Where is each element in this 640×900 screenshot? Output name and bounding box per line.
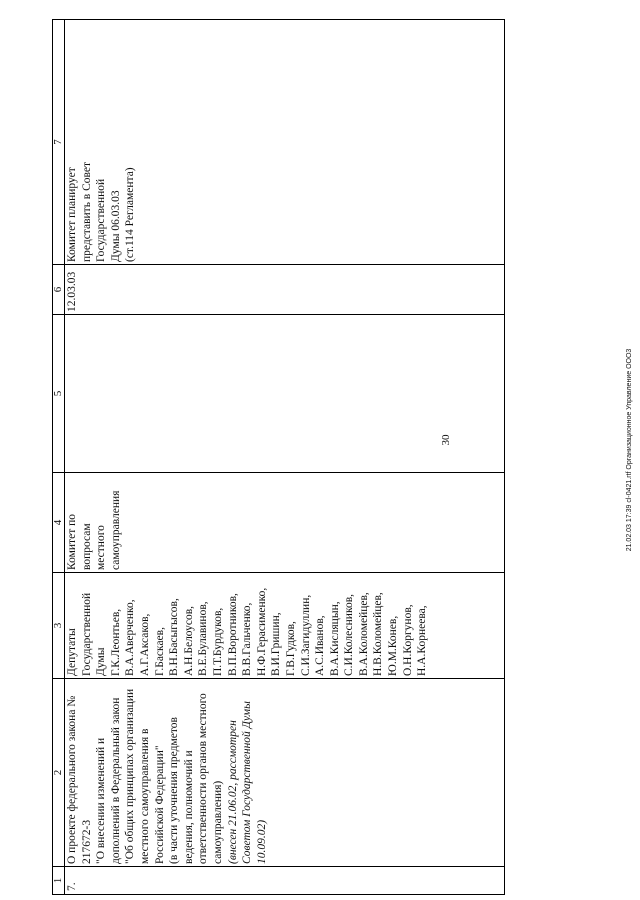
header-col-2: 2 (53, 679, 65, 867)
header-col-4: 4 (53, 473, 65, 573)
committee-cell (65, 473, 505, 573)
law-title: О проекте федерального закона № 217672-3 (66, 695, 93, 864)
col5-cell (65, 315, 505, 473)
list-item: Государственной (95, 178, 108, 262)
deputies-cell (65, 573, 505, 679)
list-item: Думы 06.03.03 (109, 190, 122, 262)
list-item: В.Е.Булавинов, (197, 601, 210, 676)
list-item: Г.К.Леонтьев, (109, 608, 122, 676)
list-item: С.И.Загидуллин, (299, 594, 312, 676)
list-item: (ст.114 Регламента) (124, 167, 137, 262)
remarks-cell (65, 20, 505, 265)
list-item: Г.Баскаев, (153, 627, 166, 676)
list-item: Г.В.Гудков, (284, 621, 297, 676)
list-item: С.И.Колесников, (343, 593, 356, 676)
list-item: Н.В.Коломейцев, (372, 592, 385, 676)
list-item: Ю.М.Конев, (387, 615, 400, 676)
list-item: Депутаты (66, 628, 78, 676)
list-item: вопросам (80, 523, 93, 570)
header-row (53, 20, 65, 895)
list-item: В.В.Гальченко, (241, 602, 254, 676)
list-item: Н.Ф.Герасименко, (255, 587, 268, 676)
header-col-6: 6 (53, 265, 65, 315)
header-col-7: 7 (53, 20, 65, 265)
list-item: А.Н.Белоусов, (182, 605, 195, 676)
list-item: О.Н.Коргунов, (401, 604, 414, 676)
list-item: В.Н.Басыгысов, (168, 598, 181, 676)
row-number: 7. (65, 867, 505, 895)
list-item: В.А.Кисляцын, (328, 601, 341, 676)
list-item: Комитет планирует (66, 167, 78, 262)
page-number: 30 (440, 434, 452, 446)
law-body: "О внесении изменений и дополнений в Федеральный закон "Об общих принципах организации местного самоуправления в Российской Федерации" (95, 688, 166, 864)
header-col-1: 1 (53, 867, 65, 895)
header-col-5: 5 (53, 315, 65, 473)
list-item: В.А.Коломейцев, (357, 592, 370, 676)
list-item: самоуправления (109, 490, 122, 570)
list-item: местного (95, 525, 108, 570)
list-item: Н.А.Корнеева, (416, 605, 429, 676)
table-row (65, 20, 505, 895)
list-item: Государственной (80, 592, 93, 676)
list-item: П.Т.Бурдуков, (211, 607, 224, 676)
list-item: Комитет по (66, 514, 78, 570)
rotated-table-wrapper (52, 15, 517, 895)
list-item: В.И.Гришин, (270, 612, 283, 676)
law-note: (в части уточнения предметов ведения, полномочий и ответственности органов местного самоуправления) (168, 693, 224, 864)
list-item: В.П.Воротников, (226, 593, 239, 676)
footer-file-info: 21.02.03 17:39 cl-0421.rtf Организационное Управление ООО3 (626, 348, 633, 552)
date-cell: 12.03.03 (65, 265, 505, 315)
law-submission-info: (внесен 21.06.02, рассмотрен Советом Государственной Думы 10.09.02) (226, 701, 268, 864)
list-item: А.Г.Аксаков, (138, 613, 151, 676)
list-item: представить в Совет (80, 161, 93, 262)
list-item: В.А.Аверченко, (124, 599, 137, 676)
agenda-table (52, 19, 505, 895)
list-item: Думы (95, 647, 108, 676)
header-col-3: 3 (53, 573, 65, 679)
law-description-cell (65, 679, 505, 867)
list-item: А.С.Иванов, (314, 615, 327, 676)
